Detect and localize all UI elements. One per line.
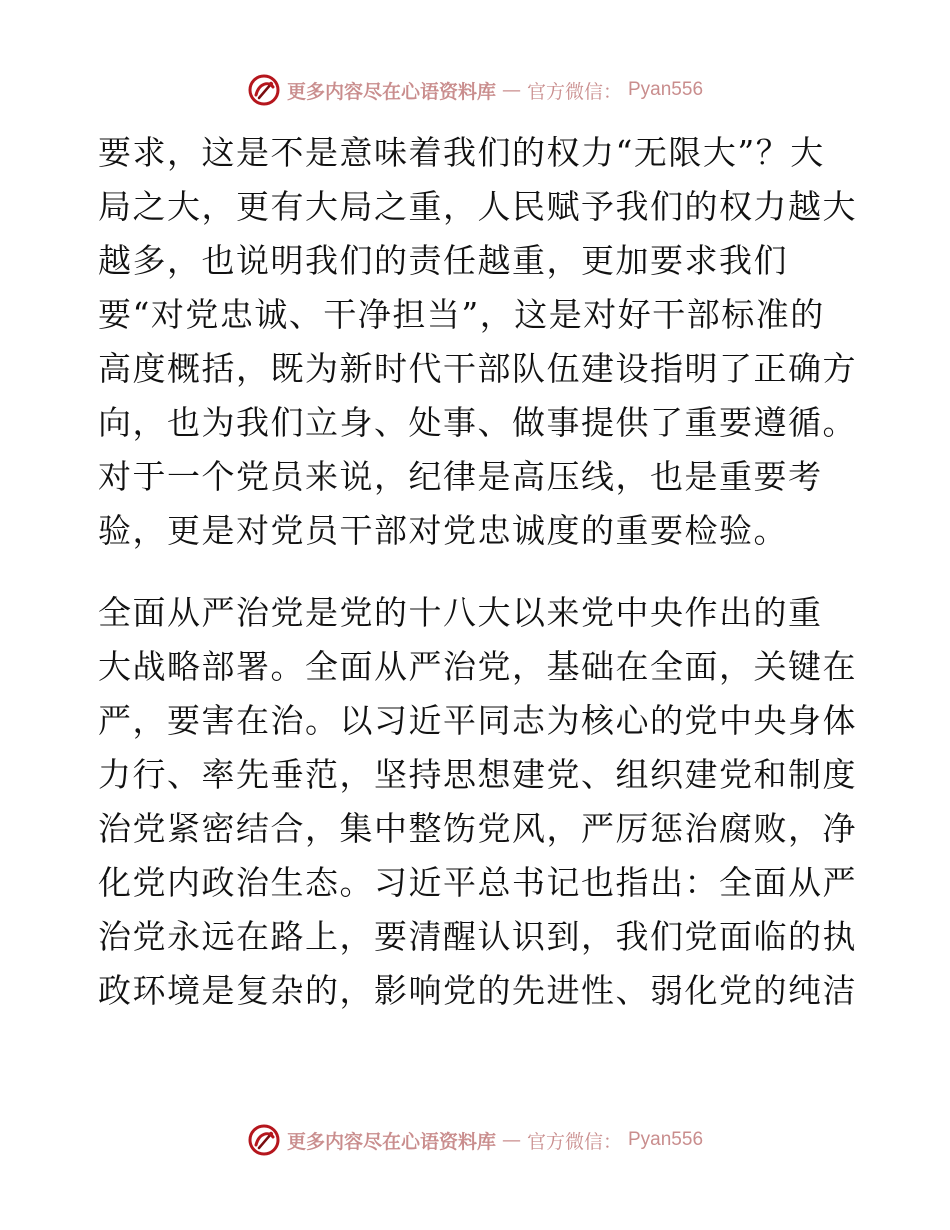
footer-brand-text: 更多内容尽在心语资料库 [286, 1130, 496, 1153]
paragraph-gap [98, 558, 850, 586]
red-swirl-logo-icon [247, 1123, 281, 1157]
footer-banner [0, 1120, 950, 1160]
header-wechat-id: Pyan556 [628, 79, 704, 100]
text-line: 验，更是对党员干部对党忠诚度的重要检验。 [98, 511, 788, 550]
footer-wechat-label: 官方微信： [526, 1130, 622, 1153]
text-line: 高度概括，既为新时代干部队伍建设指明了正确方 [98, 349, 857, 388]
header-banner [0, 70, 950, 110]
text-line: 越多，也说明我们的责任越重，更加要求我们 [98, 241, 788, 280]
paragraph-2 [98, 586, 857, 1018]
text-line: 向，也为我们立身、处事、做事提供了重要遵循。 [98, 403, 857, 442]
text-line: 全面从严治党是党的十八大以来党中央作出的重 [98, 593, 823, 632]
header-dash: — [501, 79, 521, 101]
text-line: 政环境是复杂的，影响党的先进性、弱化党的纯洁 [98, 971, 857, 1010]
text-line: 要求，这是不是意味着我们的权力“无限大”？大 [98, 133, 825, 172]
text-line: 治党紧密结合，集中整饬党风，严厉惩治腐败，净 [98, 809, 857, 848]
header-wechat-label: 官方微信： [526, 80, 622, 103]
text-line: 大战略部署。全面从严治党，基础在全面，关键在 [98, 647, 857, 686]
text-line: 严，要害在治。以习近平同志为核心的党中央身体 [98, 701, 857, 740]
text-line: 力行、率先垂范，坚持思想建党、组织建党和制度 [98, 755, 857, 794]
header-brand-text: 更多内容尽在心语资料库 [286, 80, 496, 103]
footer-wechat-id: Pyan556 [628, 1129, 704, 1150]
text-line: 治党永远在路上，要清醒认识到，我们党面临的执 [98, 917, 857, 956]
document-body [98, 126, 857, 1018]
text-line: 要“对党忠诚、干净担当”，这是对好干部标准的 [98, 295, 825, 334]
paragraph-1 [98, 126, 857, 558]
footer-dash: — [501, 1129, 521, 1151]
red-swirl-logo-icon [247, 73, 281, 107]
text-line: 对于一个党员来说，纪律是高压线，也是重要考 [98, 457, 823, 496]
text-line: 化党内政治生态。习近平总书记也指出：全面从严 [98, 863, 857, 902]
text-line: 局之大，更有大局之重，人民赋予我们的权力越大 [98, 187, 857, 226]
